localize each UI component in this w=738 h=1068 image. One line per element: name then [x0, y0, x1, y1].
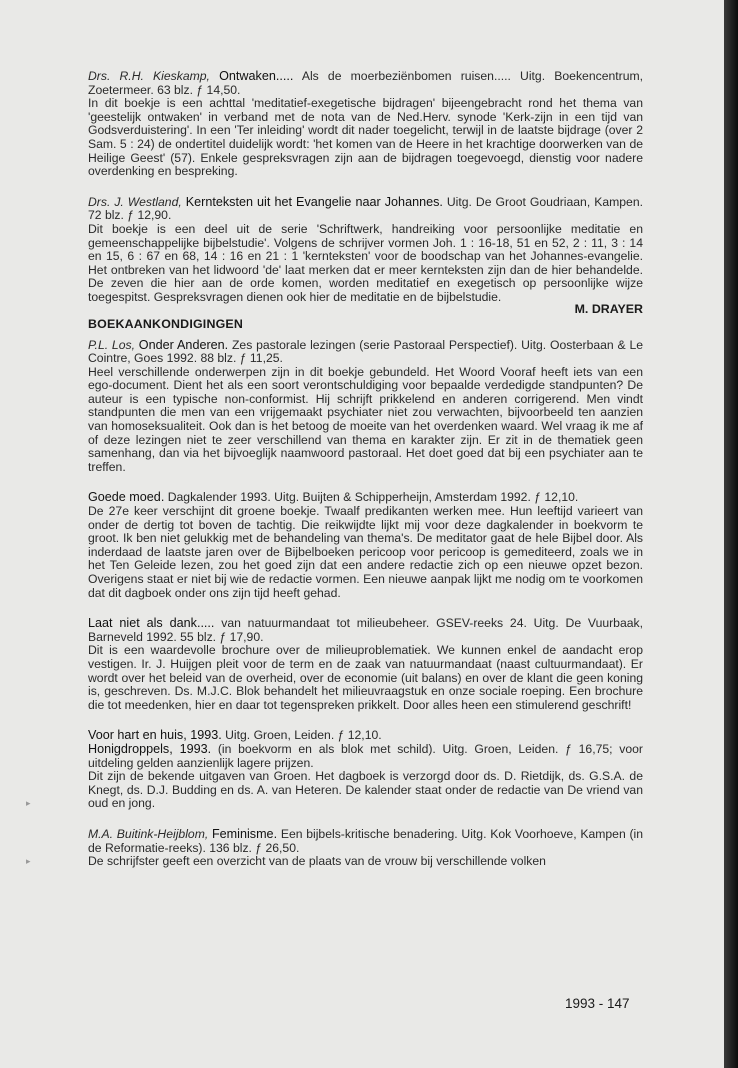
- entry-body: Heel verschillende onderwerpen zijn in dit boekje gebundeld. Het Woord Vooraf heeft iets van een ego-document. Dient het als een soort verontschuldiging voor bepaalde verdedigde standpunten? De auteur is een typische non-conformist. Hij schrijft prikkelend en anderen corrigerend. Men vindt standpunten die men van een vrijgemaakt psychiater niet zou verwachten, bijvoorbeeld ten aanzien van homoseksualiteit. Ook dan is het betoog de moeite van het overdenken waard. Wel vraag ik me af of deze lezingen niet te zeer verschillend van thema en karakter zijn. Er zit in de thematiek geen samenhang, dan via het bijvoeglijk naamwoord pastoraal. Het doet goed dat bij een psychiater aan te treffen.: [88, 364, 643, 474]
- entry-body: De schrijfster geeft een overzicht van de plaats van de vrouw bij verschillende volken: [88, 854, 546, 869]
- entry-citation: Als de moerbeziënbomen ruisen..... Uitg. Boekencentrum, Zoetermeer. 63 blz. ƒ 14,50.: [88, 69, 644, 97]
- entry-citation: van natuurmandaat tot milieubeheer. GSEV-reeks 24. Uitg. De Vuurbaak, Barneveld 1992. 55 blz. ƒ 17,90.: [88, 616, 643, 644]
- entry-citation: Een bijbels-kritische benadering. Uitg. Kok Voorhoeve, Kampen (in de Reformatie-reeks). 136 blz. ƒ 26,50.: [88, 826, 644, 855]
- entry-citation: Zes pastorale lezingen (serie Pastoraal Perspectief). Uitg. Oosterbaan & Le Cointre, Goes 1992. 88 blz. ƒ 11,25.: [88, 337, 644, 366]
- section-heading: BOEKAANKONDIGINGEN: [88, 316, 244, 331]
- entry-author: Drs. J. Westland,: [88, 194, 182, 209]
- entry-title: Kernteksten uit het Evangelie naar Johannes.: [185, 194, 443, 209]
- entry-title: Onder Anderen.: [138, 337, 229, 352]
- entry-title: Goede moed.: [88, 490, 165, 505]
- entry-citation: Uitg. Groen, Leiden. ƒ 12,10.: [225, 728, 382, 743]
- margin-mark: ▸: [26, 798, 31, 808]
- entry-citation: Dagkalender 1993. Uitg. Buijten & Schipperheijn, Amsterdam 1992. ƒ 12,10.: [167, 490, 579, 505]
- entry-body: Dit zijn de bekende uitgaven van Groen. Het dagboek is verzorgd door ds. D. Rietdijk, ds. G.S.A. de Knegt, ds. D.J. Budding en ds. A. van Heteren. De kalender staat onder de redactie van De vriend van oud en jong.: [88, 769, 643, 811]
- page-content: [88, 70, 643, 886]
- entry-citation-secondary: (in boekvorm en als blok met schild). Uitg. Groen, Leiden. ƒ 16,75; voor uitdeling gelden aanzienlijk lagere prijzen.: [88, 741, 643, 770]
- announcement-entry: [88, 828, 643, 869]
- entry-title: Laat niet als dank.....: [88, 616, 215, 631]
- review-entry: [88, 196, 643, 305]
- announcement-entry: [88, 729, 643, 811]
- entry-author: P.L. Los,: [88, 337, 135, 352]
- announcement-entry: [88, 339, 643, 475]
- review-entry: [88, 70, 643, 179]
- entry-title: Ontwaken.....: [219, 69, 294, 83]
- announcement-entry: [88, 617, 643, 712]
- entry-citation: Uitg. De Groot Goudriaan, Kampen. 72 blz. ƒ 12,90.: [88, 194, 643, 223]
- entry-body: De 27e keer verschijnt dit groene boekje. Twaalf predikanten werken mee. Hun leeftijd varieert van onder de dertig tot boven de tachtig. Die reikwijdte lijkt mij voor deze dagkalender in boekvorm te groot. Ik ben niet gelukkig met de behandeling van thema's. De meditator gaat de hele Bijbel door. Als inderdaad de laatste jaren over de Bijbelboeken pericoop voor pericoop is gemediteerd, zoals we in het Ten Geleide lezen, zou het goed zijn dat een andere redactie zich op een nieuwe opzet bezon. Overigens staat er niet bij wie de redactie vormen. Een nieuwe aanpak lijkt me nodig om te voorkomen dat dit dagboek onder ons zijn tijd heeft gehad.: [88, 504, 643, 600]
- entry-body: Dit is een waardevolle brochure over de milieuproblematiek. We kunnen enkel de aandacht erop vestigen. Ir. J. Huijgen pleit voor de term en de zaak van natuurmandaat (naast cultuurmandaat). Er wordt over het beleid van de overheid, over de economie (uit balans) en over de klant die geen koning is, geschreven. Ds. M.J.C. Blok behandelt het milieuvraagstuk en onze sociale roeping. Een brochure die tot meedenken, hier en daar tot tegenspreken prikkelt. Door alles heen een stimulerend geschrift!: [88, 643, 643, 712]
- section-header-row: [88, 303, 643, 337]
- entry-body: In dit boekje is een achttal 'meditatief-exegetische bijdragen' bijeengebracht rond het thema van 'geestelijk ontwaken' in verband met de nota van de Ned.Herv. synode 'Kerk-zijn in een tijd van Godsverduistering'. In een 'Ter inleiding' wordt dit nader toegelicht, terwijl in de laatste bijdrage (over 2 Sam. 5 : 24) de ondertitel duidelijk wordt: 'het komen van de Heere in het krachtige doorwerken van de Heilige Geest' (57). Enkele gespreksvragen zijn aan de bijdragen toegevoegd, dienstig voor nadere overdenking en bespreking.: [88, 96, 643, 179]
- entry-author: Drs. R.H. Kieskamp,: [88, 69, 210, 83]
- page-number: 1993 - 147: [565, 996, 630, 1011]
- entry-title: Voor hart en huis, 1993.: [88, 728, 222, 743]
- entry-author: M.A. Buitink-Heijblom,: [88, 826, 209, 841]
- announcement-entry: [88, 491, 643, 600]
- page-edge: [724, 0, 738, 1068]
- entry-title-secondary: Honigdroppels, 1993.: [88, 741, 212, 756]
- entry-body: Dit boekje is een deel uit de serie 'Schriftwerk, handreiking voor persoonlijke meditatie en gemeenschappelijke bijbelstudie'. Volgens de schrijver vormen Joh. 1 : 16-18, 51 en 52, 2 : 11, 3 : 14 en 15, 6 : 67 en 68, 14 : 16 en 21 : 1 'kernteksten' voor de boodschap van het Johannes-evangelie. Het ontbreken van het lidwoord 'de' laat merken dat er meer kernteksten zijn dan de hier behandelde. De zeven die hier aan de orde komen, worden meditatief en exegetisch op persoonlijke wijze toegespitst. Gespreksvragen dienen ook hier de meditatie en de bijbelstudie.: [88, 221, 643, 304]
- reviewer-signature: M. DRAYER: [574, 301, 643, 316]
- entry-title: Feminisme.: [211, 826, 278, 841]
- margin-mark: ▸: [26, 856, 31, 866]
